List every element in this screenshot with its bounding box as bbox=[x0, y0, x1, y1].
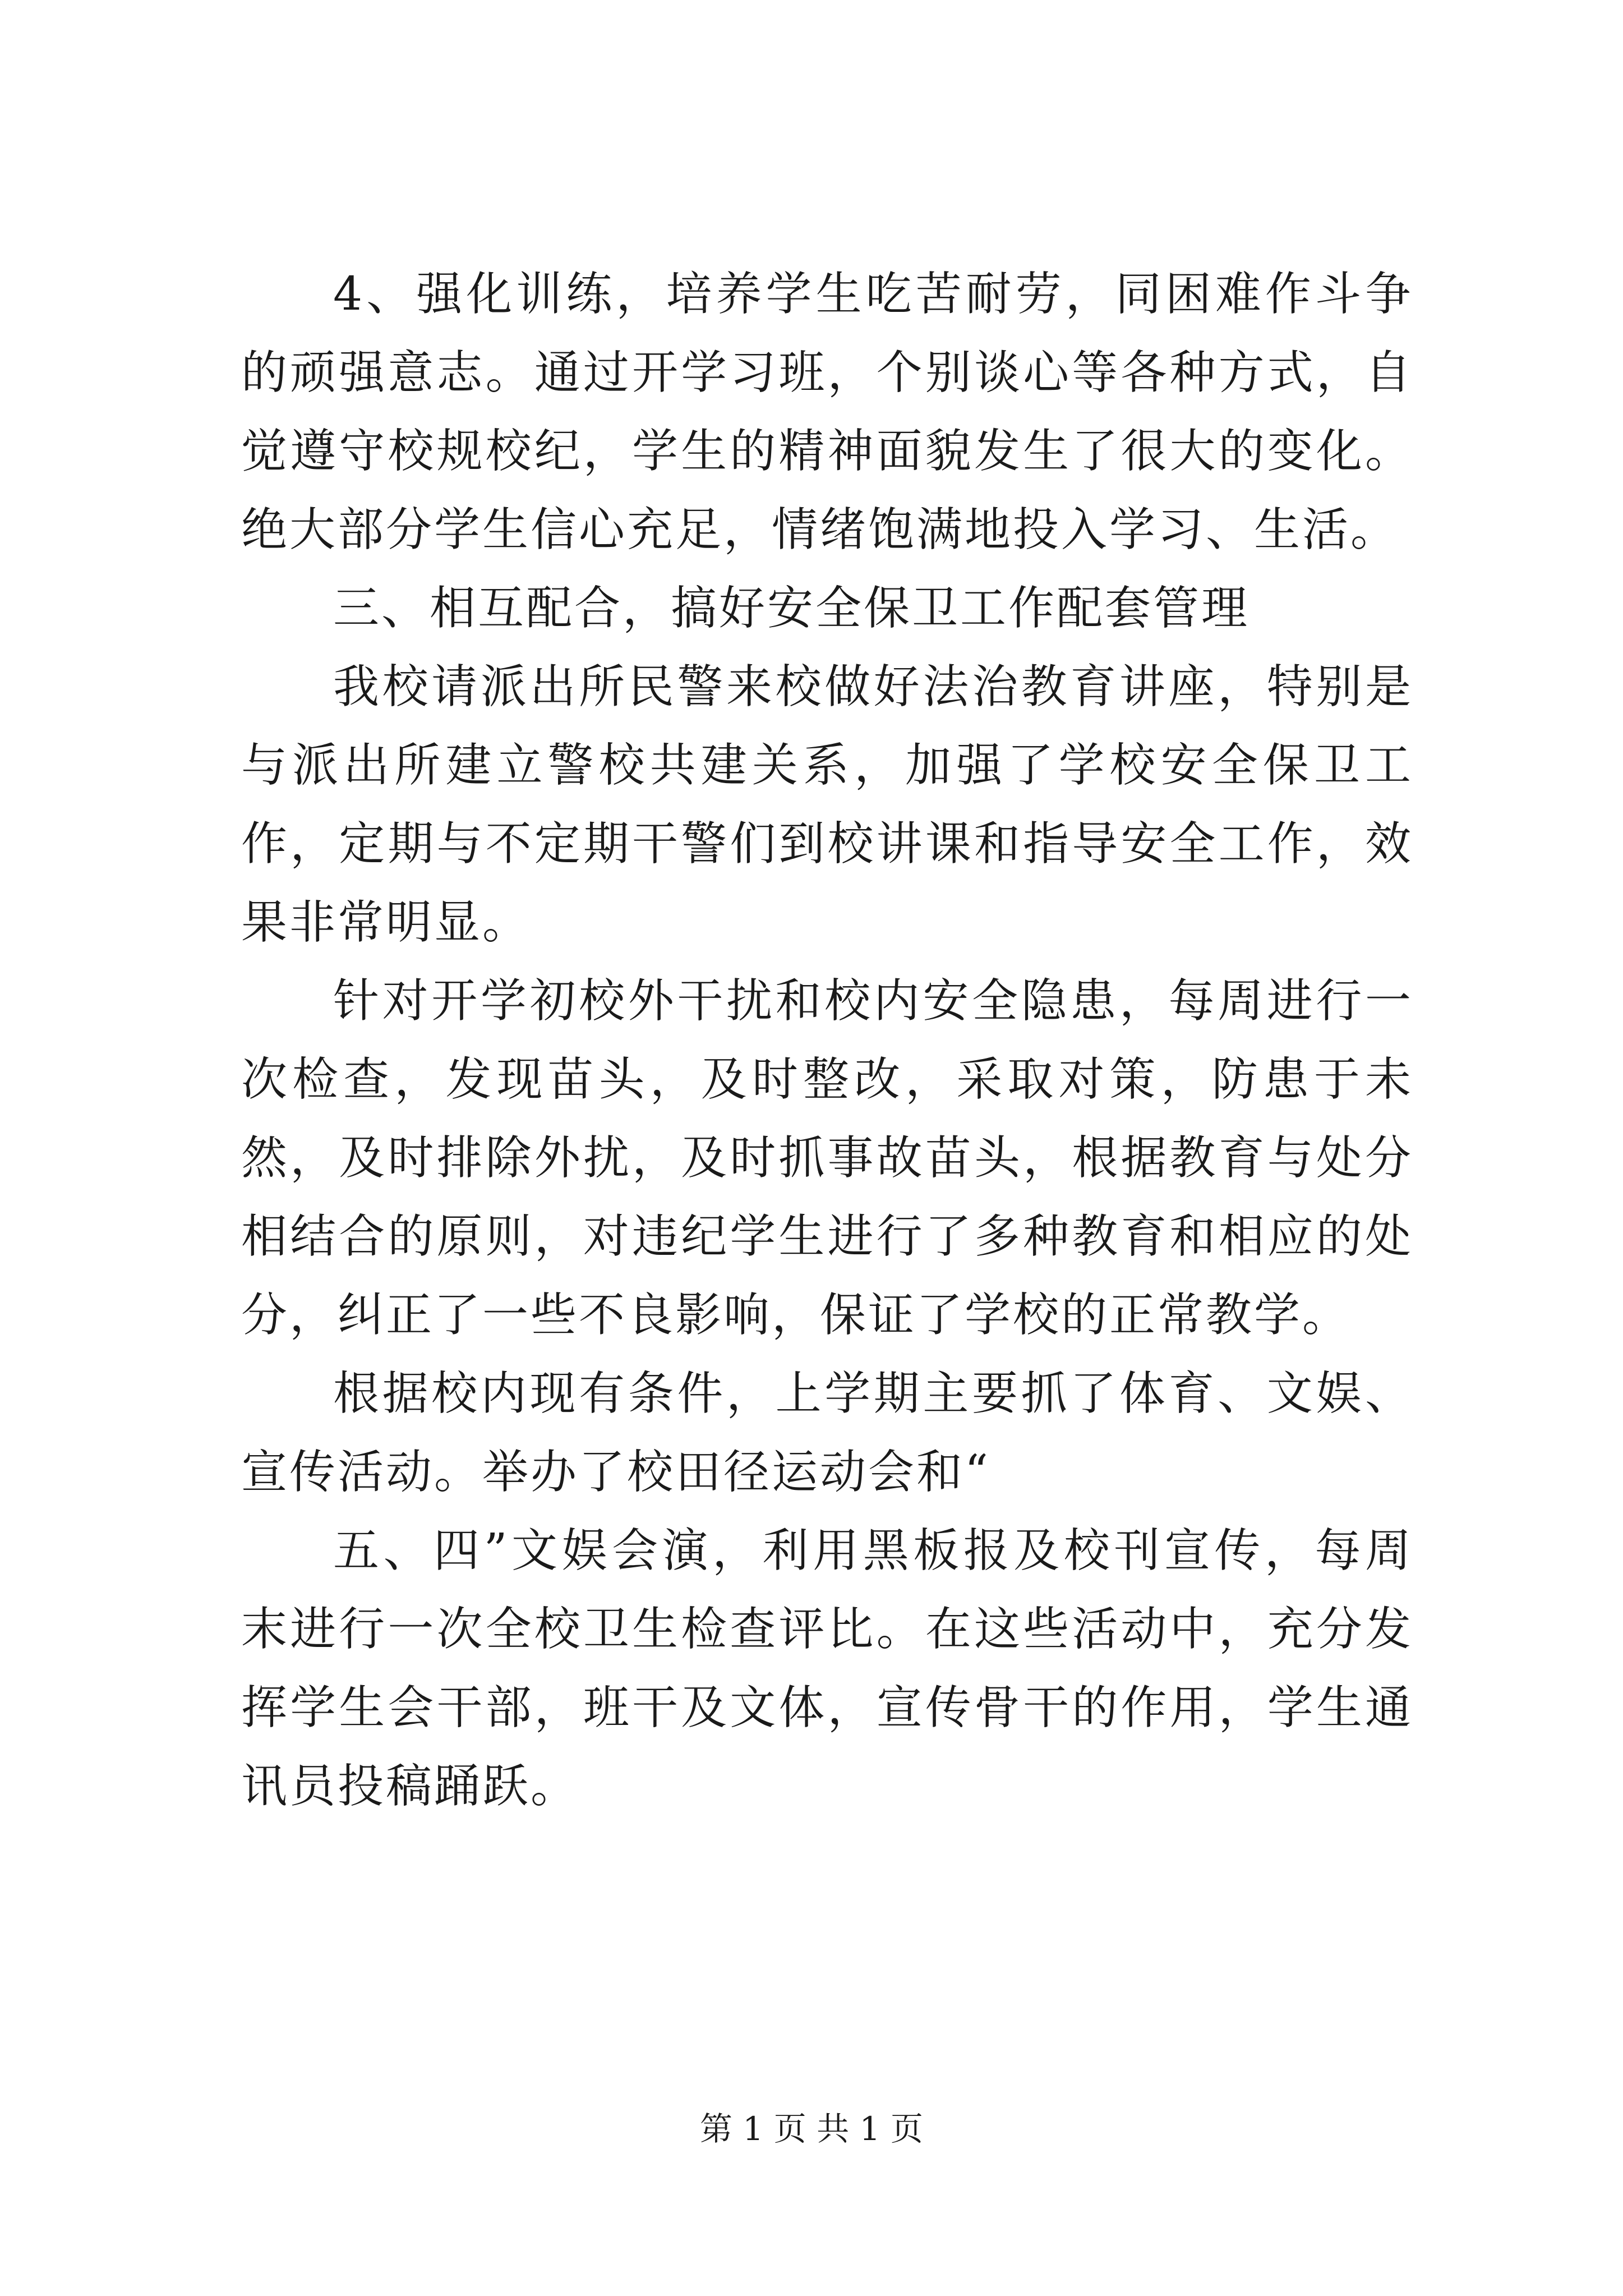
paragraph-safety-inspection: 针对开学初校外干扰和校内安全隐患，每周进行一次检查，发现苗头，及时整改，采取对策，防患于未然，及时排除外扰，及时抓事故苗头，根据教育与处分相结合的原则，对违纪学生进行了多种教育和相应的处分，纠正了一些不良影响，保证了学校的正常教学。 bbox=[241, 974, 1413, 1342]
page-footer: 第 1 页 共 1 页 bbox=[700, 2110, 923, 2148]
paragraph-police-cooperation: 我校请派出所民警来校做好法治教育讲座，特别是与派出所建立警校共建关系，加强了学校安全保卫工作，定期与不定期干警们到校讲课和指导安全工作，效果非常明显。 bbox=[241, 660, 1413, 949]
paragraph-training: 4、强化训练，培养学生吃苦耐劳，同困难作斗争的顽强意志。通过开学习班，个别谈心等各种方式，自觉遵守校规校纪，学生的精神面貌发生了很大的变化。绝大部分学生信心充足，情绪饱满地投入学习、生活。 bbox=[241, 268, 1413, 556]
section-heading-security: 三、相互配合，搞好安全保卫工作配套管理 bbox=[333, 582, 1250, 635]
paragraph-activities: 根据校内现有条件，上学期主要抓了体育、文娱、宣传活动。举办了校田径运动会和“ bbox=[241, 1367, 1413, 1499]
paragraph-performance: 五、四”文娱会演，利用黑板报及校刊宣传，每周末进行一次全校卫生检查评比。在这些活动中，充分发挥学生会干部，班干及文体，宣传骨干的作用，学生通讯员投稿踊跃。 bbox=[241, 1524, 1413, 1813]
document-body bbox=[241, 255, 1413, 1826]
